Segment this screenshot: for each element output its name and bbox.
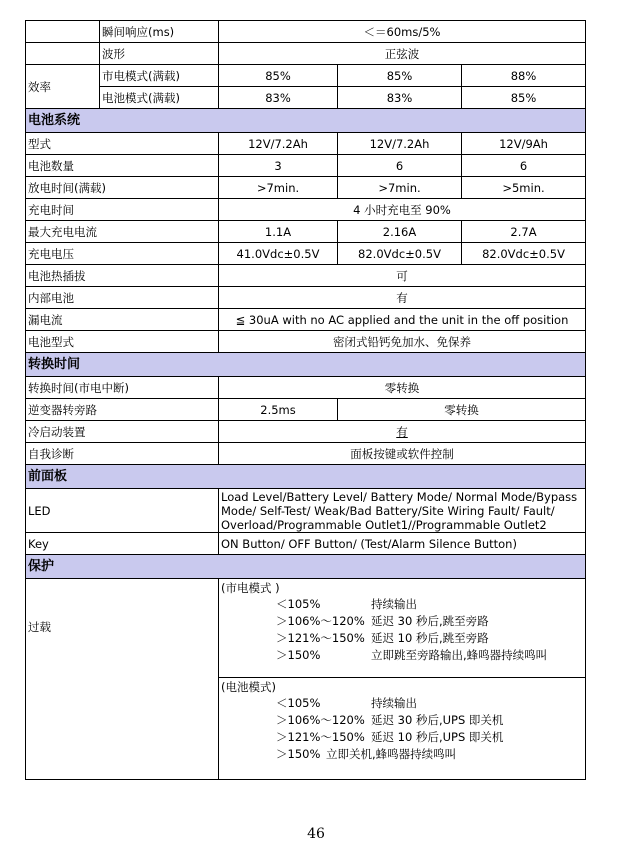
overload-pct: ＜105% [276, 597, 321, 611]
section-front-panel [26, 465, 586, 489]
row-label: 逆变器转旁路 [26, 399, 219, 421]
overload-mode-head: (电池模式) [221, 680, 276, 694]
section-title: 保护 [26, 555, 586, 579]
row-battery-type [26, 133, 586, 155]
row-value: 2.16A [338, 221, 462, 243]
overload-action: 延迟 10 秒后,跳至旁路 [371, 631, 489, 645]
row-label: 型式 [26, 133, 219, 155]
row-battery-kind [26, 331, 586, 353]
blank-cell [26, 21, 100, 43]
row-value: 可 [219, 265, 586, 287]
row-value: 有 [219, 287, 586, 309]
row-value: 82.0Vdc±0.5V [462, 243, 586, 265]
row-charge-time [26, 199, 586, 221]
row-instant-response [26, 21, 586, 43]
row-value: 3 [219, 155, 338, 177]
overload-action: 立即关机,蜂鸣器持续鸣叫 [326, 747, 457, 761]
row-label: 最大充电电流 [26, 221, 219, 243]
row-self-test [26, 443, 586, 465]
waveform-value: 正弦波 [219, 43, 586, 65]
row-value: 12V/7.2Ah [219, 133, 338, 155]
waveform-label: 波形 [100, 43, 219, 65]
row-label: 充电电压 [26, 243, 219, 265]
row-label: 冷启动装置 [26, 421, 219, 443]
row-label: 电池型式 [26, 331, 219, 353]
row-key [26, 533, 586, 555]
row-value: 12V/7.2Ah [338, 133, 462, 155]
row-value: 零转换 [219, 377, 586, 399]
row-transfer-mains [26, 377, 586, 399]
overload-label: 过载 [26, 579, 219, 780]
row-value: 12V/9Ah [462, 133, 586, 155]
section-title: 转换时间 [26, 353, 586, 377]
efficiency-label: 效率 [26, 65, 100, 109]
row-value: >7min. [219, 177, 338, 199]
row-inverter-bypass [26, 399, 586, 421]
row-led [26, 489, 586, 533]
row-label: 电池热插拔 [26, 265, 219, 287]
section-protection [26, 555, 586, 579]
row-value: ON Button/ OFF Button/ (Test/Alarm Silence Button) [219, 533, 586, 555]
overload-action: 延迟 30 秒后,跳至旁路 [371, 614, 489, 628]
row-value: 6 [462, 155, 586, 177]
row-value: >7min. [338, 177, 462, 199]
led-line: Mode/ Self-Test/ Weak/Bad Battery/Site Wiring Fault/ Fault/ [221, 503, 555, 518]
row-label: 转换时间(市电中断) [26, 377, 219, 399]
row-leakage [26, 309, 586, 331]
row-label: 放电时间(满载) [26, 177, 219, 199]
led-line: Load Level/Battery Level/ Battery Mode/ Normal Mode/Bypass [221, 489, 578, 504]
overload-pct: ＞121%～150% [276, 730, 365, 744]
row-value: 密闭式铅钙免加水、免保养 [219, 331, 586, 353]
row-value: 82.0Vdc±0.5V [338, 243, 462, 265]
row-value: 2.7A [462, 221, 586, 243]
efficiency-mains-value: 85% [338, 65, 462, 87]
section-title: 前面板 [26, 465, 586, 489]
section-transfer [26, 353, 586, 377]
row-cold-start [26, 421, 586, 443]
row-value: 41.0Vdc±0.5V [219, 243, 338, 265]
row-efficiency-battery [26, 87, 586, 109]
overload-pct: ＜105% [276, 696, 321, 710]
row-value: 2.5ms [219, 399, 338, 421]
row-value: 有 [396, 424, 408, 439]
row-waveform [26, 43, 586, 65]
efficiency-battery-value: 83% [338, 87, 462, 109]
row-efficiency-mains [26, 65, 586, 87]
row-charge-voltage [26, 243, 586, 265]
row-overload-mains [26, 579, 586, 678]
row-value: 4 小时充电至 90% [219, 199, 586, 221]
section-title: 电池系统 [26, 109, 586, 133]
instant-response-label: 瞬间响应(ms) [100, 21, 219, 43]
page-number: 46 [307, 826, 325, 842]
row-label: LED [26, 489, 219, 533]
overload-pct: ＞150% [276, 747, 321, 761]
efficiency-mains-label: 市电模式(满载) [100, 65, 219, 87]
spec-table [25, 20, 586, 780]
overload-pct: ＞121%～150% [276, 631, 365, 645]
efficiency-mains-value: 85% [219, 65, 338, 87]
row-label: 漏电流 [26, 309, 219, 331]
blank-cell [26, 43, 100, 65]
efficiency-battery-label: 电池模式(满载) [100, 87, 219, 109]
overload-action: 立即跳至旁路输出,蜂鸣器持续鸣叫 [371, 648, 548, 662]
efficiency-mains-value: 88% [462, 65, 586, 87]
efficiency-battery-value: 83% [219, 87, 338, 109]
row-label: 电池数量 [26, 155, 219, 177]
row-value: 6 [338, 155, 462, 177]
row-internal-battery [26, 287, 586, 309]
row-label: 内部电池 [26, 287, 219, 309]
overload-action: 延迟 10 秒后,UPS 即关机 [371, 730, 504, 744]
overload-action: 持续输出 [371, 696, 417, 710]
row-value: 零转换 [338, 399, 586, 421]
overload-pct: ＞106%～120% [276, 614, 365, 628]
row-hot-swap [26, 265, 586, 287]
row-label: 充电时间 [26, 199, 219, 221]
overload-action: 持续输出 [371, 597, 417, 611]
overload-pct: ＞150% [276, 648, 321, 662]
row-max-charge-current [26, 221, 586, 243]
row-value: 1.1A [219, 221, 338, 243]
section-battery [26, 109, 586, 133]
row-value: >5min. [462, 177, 586, 199]
row-value: ≦ 30uA with no AC applied and the unit in the off position [219, 309, 586, 331]
efficiency-battery-value: 85% [462, 87, 586, 109]
row-value: 面板按键或软件控制 [219, 443, 586, 465]
row-discharge-time [26, 177, 586, 199]
instant-response-value: ＜＝60ms/5% [219, 21, 586, 43]
row-battery-count [26, 155, 586, 177]
led-line: Overload/Programmable Outlet1//Programmable Outlet2 [221, 517, 547, 532]
overload-pct: ＞106%～120% [276, 713, 365, 727]
row-label: 自我诊断 [26, 443, 219, 465]
overload-action: 延迟 30 秒后,UPS 即关机 [371, 713, 504, 727]
row-label: Key [26, 533, 219, 555]
overload-mode-head: (市电模式 ) [221, 581, 280, 595]
